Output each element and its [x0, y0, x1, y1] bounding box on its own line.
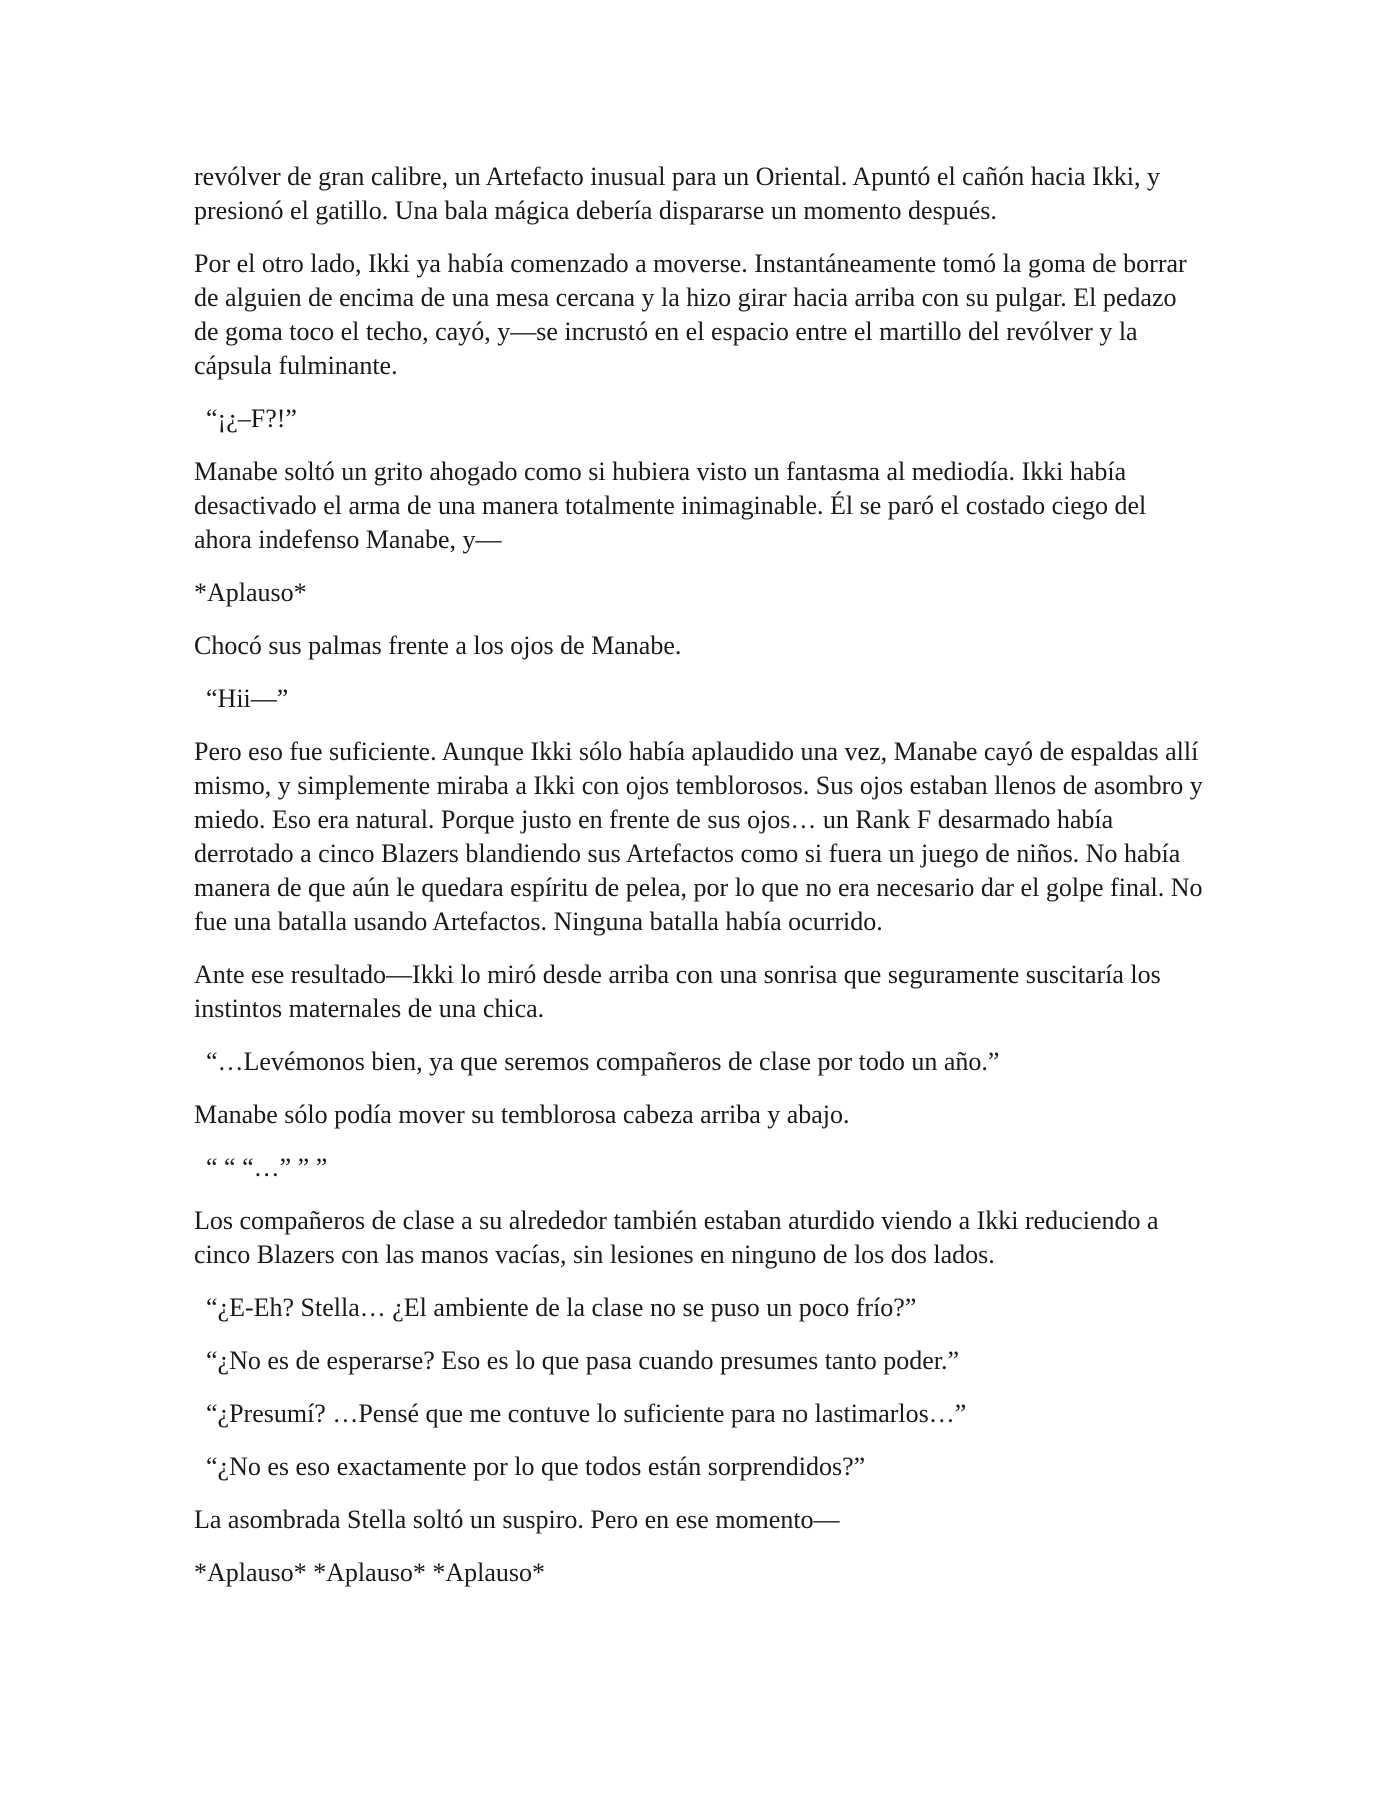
- document-page: [194, 160, 1204, 1609]
- paragraph-narration: Por el otro lado, Ikki ya había comenzado a moverse. Instantáneamente tomó la goma de borrar de alguien de encima de una mesa cercana y la hizo girar hacia arriba con su pulgar. El pedazo de goma toco el techo, cayó, y—se incrustó en el espacio entre el martillo del revólver y la cápsula fulminante.: [194, 249, 1187, 380]
- paragraph-dialogue: “Hii—”: [206, 684, 289, 713]
- paragraph-narration: Pero eso fue suficiente. Aunque Ikki sólo había aplaudido una vez, Manabe cayó de espaldas allí mismo, y simplemente miraba a Ikki con ojos temblorosos. Sus ojos estaban llenos de asombro y miedo. Eso era natural. Porque justo en frente de sus ojos… un Rank F desarmado había derrotado a cinco Blazers blandiendo sus Artefactos como si fuera un juego de niños. No había manera de que aún le quedara espíritu de pelea, por lo que no era necesario dar el golpe final. No fue una batalla usando Artefactos. Ninguna batalla había ocurrido.: [194, 737, 1203, 936]
- paragraph-narration: Manabe sólo podía mover su temblorosa cabeza arriba y abajo.: [194, 1100, 850, 1129]
- paragraph-dialogue: “ “ “…” ” ”: [206, 1153, 328, 1182]
- paragraph-dialogue: “¿Presumí? …Pensé que me contuve lo suficiente para no lastimarlos…”: [206, 1399, 967, 1428]
- paragraph-dialogue: “…Levémonos bien, ya que seremos compañeros de clase por todo un año.”: [206, 1047, 1000, 1076]
- paragraph-narration: revólver de gran calibre, un Artefacto inusual para un Oriental. Apuntó el cañón hacia Ikki, y presionó el gatillo. Una bala mágica debería dispararse un momento después.: [194, 162, 1160, 225]
- paragraph-narration: Chocó sus palmas frente a los ojos de Manabe.: [194, 631, 682, 660]
- paragraph-narration: Los compañeros de clase a su alrededor también estaban aturdido viendo a Ikki reduciendo a cinco Blazers con las manos vacías, sin lesiones en ninguno de los dos lados.: [194, 1206, 1159, 1269]
- paragraph-narration: *Aplauso* *Aplauso* *Aplauso*: [194, 1558, 545, 1587]
- paragraph-dialogue: “¡¿–F?!”: [206, 404, 297, 433]
- paragraph-narration: Ante ese resultado—Ikki lo miró desde arriba con una sonrisa que seguramente suscitaría los instintos maternales de una chica.: [194, 960, 1161, 1023]
- paragraph-dialogue: “¿E-Eh? Stella… ¿El ambiente de la clase no se puso un poco frío?”: [206, 1293, 917, 1322]
- paragraph-dialogue: “¿No es de esperarse? Eso es lo que pasa cuando presumes tanto poder.”: [206, 1346, 959, 1375]
- paragraph-narration: La asombrada Stella soltó un suspiro. Pero en ese momento—: [194, 1505, 840, 1534]
- paragraph-dialogue: “¿No es eso exactamente por lo que todos están sorprendidos?”: [206, 1452, 866, 1481]
- paragraph-narration: Manabe soltó un grito ahogado como si hubiera visto un fantasma al mediodía. Ikki había desactivado el arma de una manera totalmente inimaginable. Él se paró el costado ciego del ahora indefenso Manabe, y—: [194, 457, 1147, 554]
- paragraph-narration: *Aplauso*: [194, 578, 307, 607]
